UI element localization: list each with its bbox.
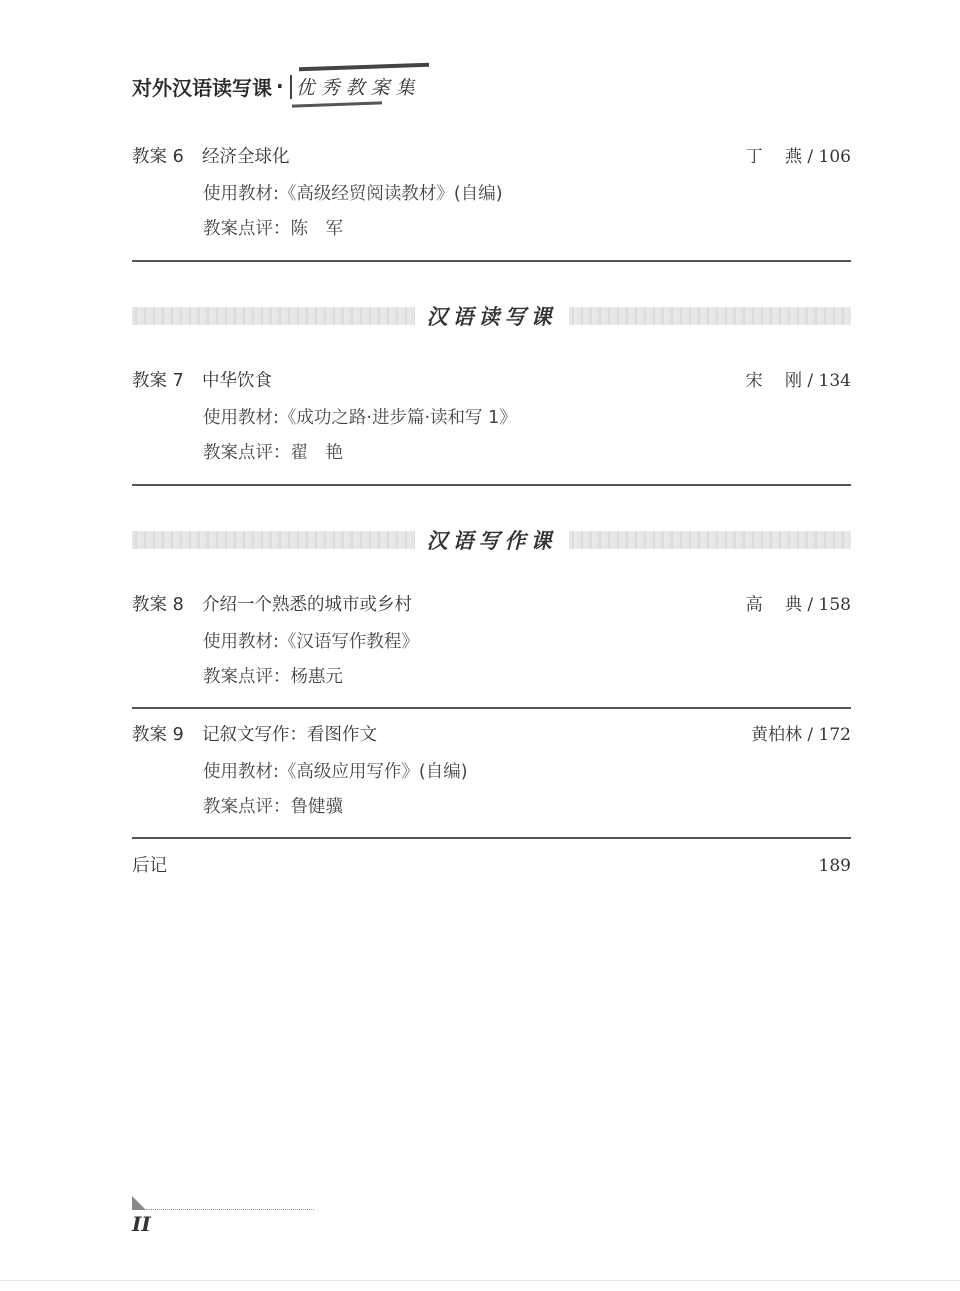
entry-textbook: 使用教材:《成功之路·进步篇·读和写 1》 [203,408,517,428]
entry-number: 教案 7 [132,371,184,391]
entry-title[interactable]: 记叙文写作：看图作文 [202,725,377,745]
running-header [132,68,429,104]
divider [132,707,851,709]
entry-author-page: 宋 刚 / 134 [745,371,851,391]
entry-textbook: 使用教材:《高级经贸阅读教材》(自编) [203,184,503,204]
section-label: 汉语写作课 [426,528,557,553]
divider [132,484,851,486]
dotted-rule [146,1209,314,1210]
banner-texture-right [569,531,852,549]
brush-stroke-left [290,75,292,99]
toc-entry[interactable] [132,142,851,247]
triangle-marker-icon [132,1196,146,1210]
entry-reviewer: 教案点评：鲁健骥 [203,797,343,817]
banner-texture-left [132,531,415,549]
page-edge [0,1280,960,1281]
entry-reviewer: 教案点评：杨惠元 [203,667,343,687]
afterword-label[interactable]: 后记 [132,856,167,876]
book-title: 对外汉语读写课 [132,75,272,100]
section-label: 汉语读写课 [426,304,557,329]
entry-textbook: 使用教材:《汉语写作教程》 [203,632,419,652]
section-banner-reading-writing [132,304,851,329]
book-subtitle: 优秀教案集 [295,76,421,99]
section-banner-writing [132,528,851,553]
entry-reviewer: 教案点评：陈 军 [203,219,343,239]
banner-texture-left [132,307,415,325]
divider [132,837,851,839]
title-separator: · [276,74,284,98]
toc-entry[interactable] [132,590,851,695]
book-subtitle-box [288,71,429,102]
divider [132,260,851,262]
toc-entry[interactable] [132,366,851,471]
brush-stroke-bottom [292,101,382,107]
entry-title[interactable]: 中华饮食 [202,371,272,391]
entry-title[interactable]: 经济全球化 [202,147,290,167]
toc-entry-afterword[interactable] [132,852,851,877]
entry-number: 教案 8 [132,595,184,615]
entry-number: 教案 9 [132,725,184,745]
entry-number: 教案 6 [132,147,184,167]
entry-reviewer: 教案点评：翟 艳 [203,443,343,463]
page-number: II [132,1212,151,1236]
brush-stroke-top [299,62,429,71]
entry-author-page: 黄柏林 / 172 [751,725,851,745]
entry-textbook: 使用教材:《高级应用写作》(自编) [203,762,468,782]
entry-author-page: 丁 燕 / 106 [745,147,851,167]
toc-entry[interactable] [132,720,851,825]
entry-title[interactable]: 介绍一个熟悉的城市或乡村 [202,595,412,615]
afterword-page: 189 [818,856,851,876]
banner-texture-right [569,307,852,325]
entry-author-page: 高 典 / 158 [745,595,851,615]
